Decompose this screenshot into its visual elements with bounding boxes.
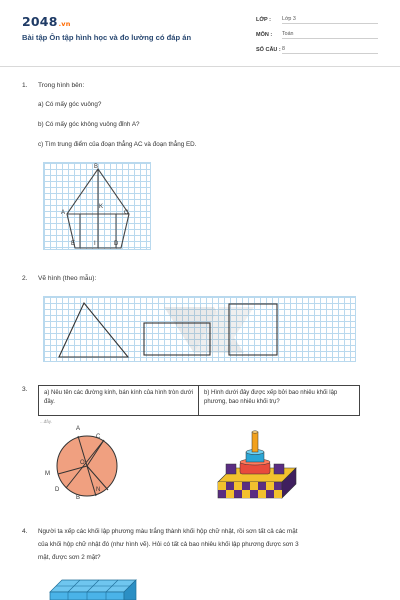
q1-label-a: A xyxy=(61,210,66,216)
q1-label-i: I xyxy=(94,241,96,247)
pentagon-figure xyxy=(44,163,152,251)
q1-label-d: D xyxy=(114,241,119,247)
q3-cell-b: b) Hình dưới đây được xếp bởi bao nhiêu khối lập phương, bao nhiêu khối trụ? xyxy=(198,385,360,416)
circle-figure xyxy=(44,426,134,506)
q1-part-a: a) Có mấy góc vuông? xyxy=(38,101,102,108)
q1-label-b: B xyxy=(94,164,99,170)
q3-number: 3. xyxy=(22,386,28,393)
q1-number: 1. xyxy=(22,82,28,89)
subject-value: Toán xyxy=(282,31,378,39)
q2-number: 2. xyxy=(22,275,28,282)
q3-cut-text: ...đây. xyxy=(40,419,52,424)
q1-label-c: C xyxy=(124,210,129,216)
logo-main: 2048 xyxy=(22,14,58,29)
site-logo[interactable] xyxy=(22,14,71,29)
q3-label-b: B xyxy=(76,495,81,501)
q3-label-c: C xyxy=(96,434,101,440)
logo-sub: .vn xyxy=(58,20,71,28)
q1-label-k: K xyxy=(99,204,104,210)
q3-label-a: A xyxy=(76,426,81,432)
subject-label: MÔN : xyxy=(256,32,273,38)
q4-text-line2: của khối hộp chữ nhật đó (như hình vẽ). Hỏi có tất cả bao nhiêu khối lập phương được sơn 3 xyxy=(38,541,299,548)
q4-text-line1: Người ta xếp các khối lập phương màu trắng thành khối hộp chữ nhật, rồi sơn tất cả các mặt xyxy=(38,528,298,535)
q3-label-o: O xyxy=(80,460,85,466)
q2-grid-figure xyxy=(43,296,356,362)
q1-part-c: c) Tìm trung điểm của đoạn thẳng AC và đoạn thẳng ED. xyxy=(38,141,197,148)
cube-box-figure xyxy=(44,578,144,600)
q1-part-b: b) Có mấy góc không vuông đỉnh A? xyxy=(38,121,140,128)
class-value: Lớp 3 xyxy=(282,16,378,24)
q1-grid-figure xyxy=(43,162,151,250)
q1-text: Trong hình bên: xyxy=(38,82,85,89)
q4-number: 4. xyxy=(22,528,28,535)
document-title: Bài tập Ôn tập hình học và đo lường có đáp án xyxy=(22,33,192,42)
count-label: SỐ CÂU : xyxy=(256,47,281,53)
q3-cell-a: a) Nêu tên các đường kính, bán kính của hình tròn dưới đây. xyxy=(38,385,199,416)
q2-shapes xyxy=(44,297,357,363)
q3-label-m: M xyxy=(45,471,50,477)
watermark-logo xyxy=(164,307,254,353)
q2-text: Vẽ hình (theo mẫu): xyxy=(38,275,97,282)
block-tower-figure xyxy=(212,426,302,506)
q3-label-n: N xyxy=(96,487,101,493)
class-label: LỚP : xyxy=(256,17,271,23)
q3-label-d: D xyxy=(55,487,60,493)
count-value: 8 xyxy=(282,46,378,54)
page-header xyxy=(0,0,400,66)
header-divider xyxy=(0,66,400,67)
q1-label-e: E xyxy=(71,241,76,247)
q4-text-line3: mặt, được sơn 2 mặt? xyxy=(38,554,101,561)
